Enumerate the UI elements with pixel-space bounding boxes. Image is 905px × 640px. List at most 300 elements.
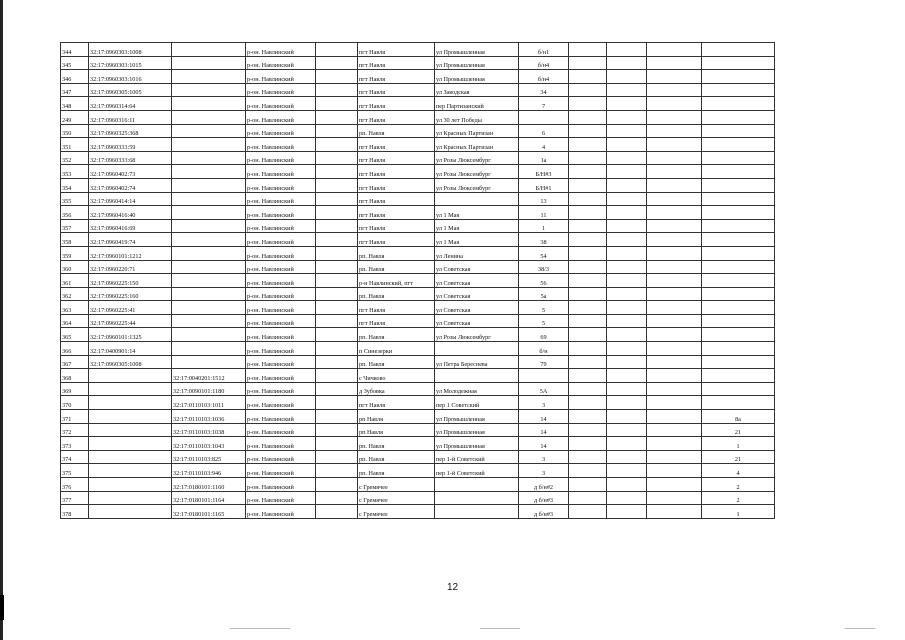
row-number: 371 <box>61 410 89 424</box>
street-cell <box>435 478 519 492</box>
room-cell <box>702 206 775 220</box>
house-cell: 11 <box>519 206 569 220</box>
district-cell: р-он. Навлинский <box>246 219 316 233</box>
row-number: 359 <box>61 246 89 260</box>
street-cell: ул Советская <box>435 274 519 288</box>
flat-cell <box>607 192 647 206</box>
empty-cell <box>647 301 702 315</box>
room-cell <box>702 219 775 233</box>
cadastral-number <box>89 491 172 505</box>
locality-cell: пгт Навля <box>358 314 435 328</box>
empty-cell <box>569 342 607 356</box>
empty-cell <box>569 260 607 274</box>
empty-cell <box>569 423 607 437</box>
cadastral-number-parent <box>172 56 246 70</box>
table-row <box>61 491 775 505</box>
empty-cell <box>647 192 702 206</box>
page-left-edge <box>0 0 3 640</box>
row-number: 353 <box>61 165 89 179</box>
cadastral-number-parent <box>172 328 246 342</box>
empty-cell <box>569 206 607 220</box>
locality-cell: рп. Навля <box>358 260 435 274</box>
district-cell: р-он. Навлинский <box>246 450 316 464</box>
empty-cell <box>569 83 607 97</box>
cadastral-number-parent <box>172 124 246 138</box>
registry-table-body <box>61 43 775 519</box>
flat-cell <box>607 464 647 478</box>
room-cell <box>702 56 775 70</box>
flat-cell <box>607 43 647 57</box>
empty-cell <box>647 110 702 124</box>
cadastral-number <box>89 410 172 424</box>
flat-cell <box>607 219 647 233</box>
room-cell: 21 <box>702 423 775 437</box>
district-cell: р-он. Навлинский <box>246 138 316 152</box>
street-cell: ул Красных Партизан <box>435 124 519 138</box>
flat-cell <box>607 124 647 138</box>
row-number: 363 <box>61 301 89 315</box>
district-cell: р-он. Навлинский <box>246 56 316 70</box>
district-cell: р-он. Навлинский <box>246 274 316 288</box>
cadastral-number-parent: 32:17:0110103:1043 <box>172 437 246 451</box>
house-cell <box>519 369 569 383</box>
flat-cell <box>607 491 647 505</box>
house-cell: 54 <box>519 246 569 260</box>
empty-cell <box>316 138 358 152</box>
empty-cell <box>569 274 607 288</box>
empty-cell <box>647 410 702 424</box>
empty-cell <box>316 437 358 451</box>
cadastral-number-parent <box>172 178 246 192</box>
cadastral-number-parent: 32:17:0110103:1038 <box>172 423 246 437</box>
district-cell: р-он. Навлинский <box>246 314 316 328</box>
locality-cell: пгт Навля <box>358 97 435 111</box>
empty-cell <box>569 178 607 192</box>
table-row <box>61 151 775 165</box>
cadastral-number-parent <box>172 165 246 179</box>
table-row <box>61 450 775 464</box>
empty-cell <box>647 165 702 179</box>
cadastral-number-parent <box>172 301 246 315</box>
empty-cell <box>569 369 607 383</box>
flat-cell <box>607 369 647 383</box>
street-cell: ул Промышленная <box>435 70 519 84</box>
flat-cell <box>607 355 647 369</box>
empty-cell <box>569 491 607 505</box>
table-row <box>61 423 775 437</box>
cadastral-number <box>89 437 172 451</box>
locality-cell: рп. Навля <box>358 437 435 451</box>
empty-cell <box>647 97 702 111</box>
table-row <box>61 70 775 84</box>
empty-cell <box>647 478 702 492</box>
table-row <box>61 138 775 152</box>
empty-cell <box>316 97 358 111</box>
house-cell: 14 <box>519 423 569 437</box>
cadastral-number <box>89 423 172 437</box>
locality-cell: пгт Навля <box>358 206 435 220</box>
house-cell: Б/Н#1 <box>519 178 569 192</box>
empty-cell <box>316 423 358 437</box>
row-number: 362 <box>61 287 89 301</box>
cadastral-number <box>89 464 172 478</box>
house-cell: б/н1 <box>519 43 569 57</box>
row-number: 347 <box>61 83 89 97</box>
empty-cell <box>647 328 702 342</box>
cadastral-number-parent: 32:17:0180101:1164 <box>172 491 246 505</box>
locality-cell: пгт Навля <box>358 301 435 315</box>
empty-cell <box>647 450 702 464</box>
locality-cell: рп. Навля <box>358 246 435 260</box>
house-cell: 14 <box>519 410 569 424</box>
district-cell: р-он. Навлинский <box>246 342 316 356</box>
empty-cell <box>316 355 358 369</box>
room-cell <box>702 246 775 260</box>
cadastral-number: 32:17:0960402:73 <box>89 165 172 179</box>
flat-cell <box>607 314 647 328</box>
empty-cell <box>316 233 358 247</box>
empty-cell <box>316 287 358 301</box>
table-row <box>61 192 775 206</box>
room-cell <box>702 233 775 247</box>
row-number: 361 <box>61 274 89 288</box>
room-cell <box>702 124 775 138</box>
flat-cell <box>607 151 647 165</box>
empty-cell <box>316 56 358 70</box>
house-cell: 38 <box>519 233 569 247</box>
table-row <box>61 233 775 247</box>
house-cell: 6 <box>519 124 569 138</box>
street-cell: ул 1 Мая <box>435 233 519 247</box>
empty-cell <box>569 233 607 247</box>
street-cell: ул Советская <box>435 314 519 328</box>
row-number: 350 <box>61 124 89 138</box>
locality-cell: пгт Навля <box>358 192 435 206</box>
room-cell <box>702 83 775 97</box>
street-cell: пер 1-й Советский <box>435 450 519 464</box>
table-row <box>61 260 775 274</box>
empty-cell <box>316 83 358 97</box>
empty-cell <box>316 464 358 478</box>
row-number: 377 <box>61 491 89 505</box>
street-cell: ул Петра Береснева <box>435 355 519 369</box>
row-number: 364 <box>61 314 89 328</box>
row-number: 367 <box>61 355 89 369</box>
cadastral-number-parent <box>172 206 246 220</box>
row-number: 365 <box>61 328 89 342</box>
table-row <box>61 219 775 233</box>
district-cell: р-он. Навлинский <box>246 355 316 369</box>
empty-cell <box>316 165 358 179</box>
cadastral-number: 32:17:0960101:1325 <box>89 328 172 342</box>
flat-cell <box>607 178 647 192</box>
house-cell: 14 <box>519 437 569 451</box>
empty-cell <box>647 382 702 396</box>
district-cell: р-он. Навлинский <box>246 301 316 315</box>
empty-cell <box>647 206 702 220</box>
house-cell: д б/н#3 <box>519 491 569 505</box>
cadastral-number: 32:17:0960305:1005 <box>89 83 172 97</box>
locality-cell: пгт Навля <box>358 110 435 124</box>
empty-cell <box>647 491 702 505</box>
page-number: 12 <box>446 582 459 593</box>
table-row <box>61 56 775 70</box>
table-row <box>61 206 775 220</box>
street-cell: ул Заводская <box>435 83 519 97</box>
empty-cell <box>316 260 358 274</box>
row-number: 378 <box>61 505 89 519</box>
row-number: 372 <box>61 423 89 437</box>
room-cell <box>702 301 775 315</box>
district-cell: р-он. Навлинский <box>246 410 316 424</box>
district-cell: р-он. Навлинский <box>246 437 316 451</box>
locality-cell: рп Навля <box>358 423 435 437</box>
empty-cell <box>316 192 358 206</box>
district-cell: р-он. Навлинский <box>246 382 316 396</box>
house-cell: 4 <box>519 138 569 152</box>
house-cell: 56 <box>519 274 569 288</box>
empty-cell <box>647 314 702 328</box>
empty-cell <box>569 450 607 464</box>
empty-cell <box>316 110 358 124</box>
cadastral-number-parent: 32:17:0110103:1011 <box>172 396 246 410</box>
table-row <box>61 43 775 57</box>
empty-cell <box>569 478 607 492</box>
room-cell: 1 <box>702 505 775 519</box>
house-cell: д б/н#3 <box>519 505 569 519</box>
row-number: 369 <box>61 382 89 396</box>
table-row <box>61 342 775 356</box>
district-cell: р-он. Навлинский <box>246 165 316 179</box>
house-cell: Б/Н#3 <box>519 165 569 179</box>
empty-cell <box>569 464 607 478</box>
street-cell: ул Розы Люксембург <box>435 151 519 165</box>
empty-cell <box>647 178 702 192</box>
empty-cell <box>647 138 702 152</box>
empty-cell <box>316 328 358 342</box>
empty-cell <box>647 369 702 383</box>
locality-cell: п Синезерки <box>358 342 435 356</box>
empty-cell <box>647 83 702 97</box>
empty-cell <box>316 491 358 505</box>
locality-cell: пгт Навля <box>358 56 435 70</box>
district-cell: р-он. Навлинский <box>246 396 316 410</box>
cadastral-number: 32:17:0960333:68 <box>89 151 172 165</box>
street-cell <box>435 192 519 206</box>
flat-cell <box>607 165 647 179</box>
district-cell: р-он. Навлинский <box>246 369 316 383</box>
row-number: 356 <box>61 206 89 220</box>
empty-cell <box>569 382 607 396</box>
table-row <box>61 369 775 383</box>
empty-cell <box>569 219 607 233</box>
locality-cell: пгт Навля <box>358 396 435 410</box>
street-cell: ул Промышленная <box>435 423 519 437</box>
cadastral-number: 32:17:0960333:59 <box>89 138 172 152</box>
empty-cell <box>569 505 607 519</box>
locality-cell: рп. Навля <box>358 450 435 464</box>
cadastral-number-parent <box>172 233 246 247</box>
empty-cell <box>647 396 702 410</box>
table-row <box>61 437 775 451</box>
district-cell: р-он. Навлинский <box>246 124 316 138</box>
room-cell <box>702 178 775 192</box>
flat-cell <box>607 83 647 97</box>
empty-cell <box>569 246 607 260</box>
empty-cell <box>316 219 358 233</box>
empty-cell <box>316 382 358 396</box>
flat-cell <box>607 246 647 260</box>
flat-cell <box>607 110 647 124</box>
cadastral-number: 32:17:0960402:74 <box>89 178 172 192</box>
street-cell: ул 1 Мая <box>435 206 519 220</box>
cadastral-number-parent <box>172 43 246 57</box>
empty-cell <box>647 423 702 437</box>
house-cell: 5а <box>519 287 569 301</box>
street-cell <box>435 369 519 383</box>
empty-cell <box>569 301 607 315</box>
empty-cell <box>647 464 702 478</box>
street-cell: ул Розы Люксембург <box>435 328 519 342</box>
street-cell: ул Молодежная <box>435 382 519 396</box>
street-cell: ул Промышленная <box>435 410 519 424</box>
flat-cell <box>607 342 647 356</box>
cadastral-number-parent <box>172 97 246 111</box>
cadastral-number-parent <box>172 110 246 124</box>
table-row <box>61 246 775 260</box>
street-cell: ул Промышленная <box>435 43 519 57</box>
cadastral-number <box>89 450 172 464</box>
cadastral-number-parent <box>172 219 246 233</box>
cadastral-number: 32:17:0400901:14 <box>89 342 172 356</box>
cadastral-number-parent <box>172 287 246 301</box>
district-cell: р-он. Навлинский <box>246 97 316 111</box>
empty-cell <box>316 43 358 57</box>
row-number: 352 <box>61 151 89 165</box>
room-cell: 4 <box>702 464 775 478</box>
empty-cell <box>569 287 607 301</box>
house-cell: 1 <box>519 219 569 233</box>
room-cell <box>702 314 775 328</box>
street-cell: пер Партизанский <box>435 97 519 111</box>
cadastral-number-parent <box>172 138 246 152</box>
flat-cell <box>607 328 647 342</box>
locality-cell: р-н Навлинский, пгт <box>358 274 435 288</box>
cadastral-number-parent: 32:17:0090101:1180 <box>172 382 246 396</box>
room-cell <box>702 328 775 342</box>
locality-cell: пгт Навля <box>358 178 435 192</box>
cadastral-number <box>89 396 172 410</box>
house-cell: б/н4 <box>519 70 569 84</box>
empty-cell <box>647 260 702 274</box>
locality-cell: с Гремячее <box>358 491 435 505</box>
empty-cell <box>316 450 358 464</box>
row-number: 357 <box>61 219 89 233</box>
cadastral-number <box>89 369 172 383</box>
locality-cell: рп. Навля <box>358 287 435 301</box>
district-cell: р-он. Навлинский <box>246 491 316 505</box>
street-cell: ул Розы Люксембург <box>435 178 519 192</box>
empty-cell <box>569 138 607 152</box>
table-row <box>61 464 775 478</box>
empty-cell <box>569 437 607 451</box>
flat-cell <box>607 478 647 492</box>
empty-cell <box>316 246 358 260</box>
empty-cell <box>316 274 358 288</box>
district-cell: р-он. Навлинский <box>246 151 316 165</box>
room-cell: 21 <box>702 450 775 464</box>
district-cell: р-он. Навлинский <box>246 206 316 220</box>
room-cell <box>702 274 775 288</box>
street-cell: ул 1 Мая <box>435 219 519 233</box>
locality-cell: пгт Навля <box>358 83 435 97</box>
row-number: 348 <box>61 97 89 111</box>
room-cell <box>702 110 775 124</box>
locality-cell: рп. Навля <box>358 124 435 138</box>
table-row <box>61 124 775 138</box>
flat-cell <box>607 437 647 451</box>
street-cell: ул Розы Люксембург <box>435 165 519 179</box>
row-number: 376 <box>61 478 89 492</box>
scan-artifact <box>230 628 290 629</box>
flat-cell <box>607 382 647 396</box>
flat-cell <box>607 396 647 410</box>
room-cell: 2 <box>702 491 775 505</box>
cadastral-number <box>89 382 172 396</box>
empty-cell <box>647 56 702 70</box>
house-cell: 5 <box>519 314 569 328</box>
empty-cell <box>316 369 358 383</box>
room-cell <box>702 260 775 274</box>
room-cell <box>702 151 775 165</box>
district-cell: р-он. Навлинский <box>246 478 316 492</box>
empty-cell <box>316 396 358 410</box>
locality-cell: рп. Навля <box>358 464 435 478</box>
empty-cell <box>569 328 607 342</box>
room-cell <box>702 396 775 410</box>
district-cell: р-он. Навлинский <box>246 260 316 274</box>
empty-cell <box>569 43 607 57</box>
empty-cell <box>647 355 702 369</box>
empty-cell <box>569 70 607 84</box>
locality-cell: с Гремячее <box>358 478 435 492</box>
empty-cell <box>647 246 702 260</box>
street-cell: ул Промышленная <box>435 56 519 70</box>
cadastral-number-parent: 32:17:0040201:1512 <box>172 369 246 383</box>
cadastral-number: 32:17:0960314:64 <box>89 97 172 111</box>
empty-cell <box>647 274 702 288</box>
cadastral-number: 32:17:0960325:368 <box>89 124 172 138</box>
cadastral-number: 32:17:0960416:40 <box>89 206 172 220</box>
locality-cell: рп Навля <box>358 410 435 424</box>
table-row <box>61 301 775 315</box>
table-row <box>61 287 775 301</box>
row-number: 351 <box>61 138 89 152</box>
cadastral-number: 32:17:0960225:150 <box>89 274 172 288</box>
district-cell: р-он. Навлинский <box>246 423 316 437</box>
cadastral-number: 32:17:0960303:1008 <box>89 43 172 57</box>
table-row <box>61 83 775 97</box>
page-left-mark <box>0 595 4 620</box>
empty-cell <box>647 437 702 451</box>
cadastral-number: 32:17:0960225:160 <box>89 287 172 301</box>
cadastral-number: 32:17:0960225:44 <box>89 314 172 328</box>
table-row <box>61 328 775 342</box>
empty-cell <box>647 505 702 519</box>
cadastral-number: 32:17:0960419:74 <box>89 233 172 247</box>
room-cell <box>702 165 775 179</box>
empty-cell <box>569 110 607 124</box>
